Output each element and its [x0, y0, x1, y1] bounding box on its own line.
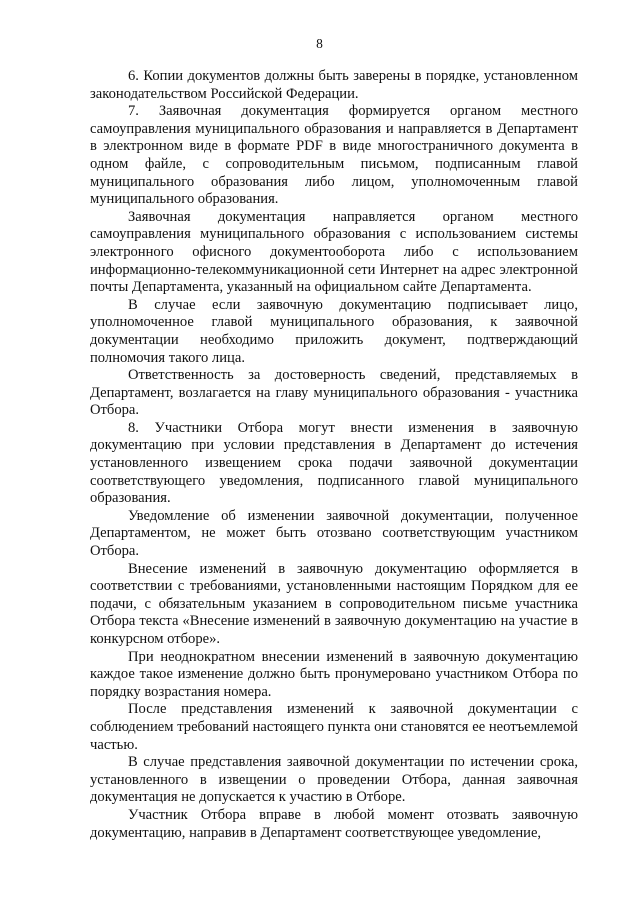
document-body [90, 68, 578, 842]
paragraph-changes-numbering: При неоднократном внесении изменений в заявочную документацию каждое такое изменение должно быть пронумеровано участником Отбора по порядку возрастания номера. [90, 648, 578, 700]
paragraph-item-6: 6. Копии документов должны быть заверены в порядке, установленном законодательством Российской Федерации. [90, 68, 578, 102]
page-number: 8 [316, 36, 323, 51]
paragraph-submission-channels: Заявочная документация направляется органом местного самоуправления муниципального образования с использованием системы электронного офисного документооборота либо с использованием информационно-телекоммуникационной сети Интернет на адрес электронной почты Департамента, указанный на официальном сайте Департамента. [90, 208, 578, 296]
paragraph-changes-integral: После представления изменений к заявочной документации с соблюдением требований настоящего пункта они становятся ее неотъемлемой частью. [90, 701, 578, 753]
paragraph-withdrawal: Участник Отбора вправе в любой момент отозвать заявочную документацию, направив в Департамент соответствующее уведомление, [90, 806, 578, 841]
paragraph-notice-irrevocable: Уведомление об изменении заявочной документации, полученное Департаментом, не может быть отозвано соответствующим участником Отбора. [90, 507, 578, 560]
paragraph-changes-format: Внесение изменений в заявочную документацию оформляется в соответствии с требованиями, установленными настоящим Порядком для ее подачи, с обязательным указанием в сопроводительном письме участника Отбора текста «Внесение изменений в заявочную документацию на участие в конкурсном отборе». [90, 560, 578, 647]
paragraph-item-7: 7. Заявочная документация формируется органом местного самоуправления муниципального образования и направляется в Департамент в электронном виде в формате PDF в виде многостраничного документа в одном файле, с сопроводительным письмом, подписанным главой муниципального образования либо лицом, уполномоченным главой муниципального образования. [90, 103, 578, 208]
paragraph-late-submission: В случае представления заявочной документации по истечении срока, установленного в извещении о проведении Отбора, данная заявочная документация не допускается к участию в Отборе. [90, 754, 578, 806]
paragraph-item-8: 8. Участники Отбора могут внести изменения в заявочную документацию при условии представления в Департамент до истечения установленного извещением срока подачи заявочной документации соответствующего уведомления, подписанного главой муниципального образования. [90, 419, 578, 507]
paragraph-authorized-signer: В случае если заявочную документацию подписывает лицо, уполномоченное главой муниципального образования, к заявочной документации необходимо приложить документ, подтверждающий полномочия такого лица. [90, 296, 578, 366]
paragraph-responsibility: Ответственность за достоверность сведений, представляемых в Департамент, возлагается на главу муниципального образования - участника Отбора. [90, 367, 578, 419]
